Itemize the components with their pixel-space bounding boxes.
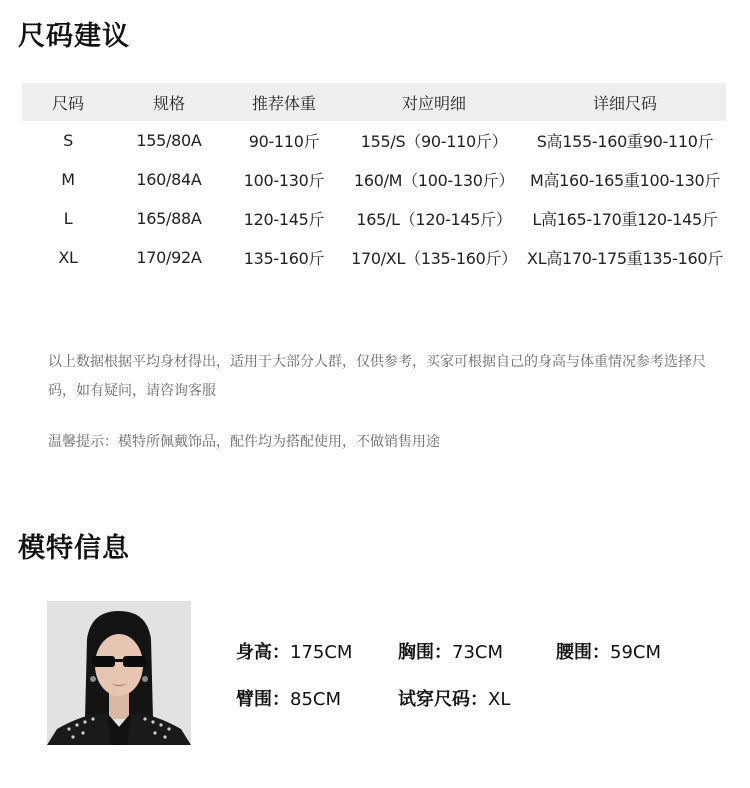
model-height-label: 身高： xyxy=(236,642,290,663)
column-header-size: 尺码 xyxy=(22,83,114,121)
cell-weight: 100-130斤 xyxy=(243,171,325,190)
cell-spec: 170/92A xyxy=(136,248,202,267)
table-row xyxy=(22,121,726,160)
cell-spec: 160/84A xyxy=(136,170,202,189)
cell-detail: 170/XL（135-160斤） xyxy=(351,249,517,268)
cell-size: S xyxy=(63,131,73,150)
cell-weight: 90-110斤 xyxy=(248,132,320,151)
cell-full-size: L高165-170重120-145斤 xyxy=(532,210,718,229)
table-row xyxy=(22,238,726,277)
cell-size: XL xyxy=(58,248,78,267)
model-arm-value: 85CM xyxy=(290,689,342,710)
model-waist xyxy=(556,638,661,664)
model-photo xyxy=(47,601,191,745)
model-height-value: 175CM xyxy=(290,642,353,663)
column-header-weight: 推荐体重 xyxy=(224,83,344,121)
cell-spec: 155/80A xyxy=(136,131,202,150)
cell-full-size: S高155-160重90-110斤 xyxy=(536,132,714,151)
cell-full-size: M高160-165重100-130斤 xyxy=(529,171,721,190)
cell-weight: 135-160斤 xyxy=(243,249,325,268)
cell-detail: 165/L（120-145斤） xyxy=(356,210,512,229)
cell-detail: 160/M（100-130斤） xyxy=(353,171,515,190)
cell-size: M xyxy=(61,170,75,189)
column-header-full-size: 详细尺码 xyxy=(524,83,726,121)
model-waist-value: 59CM xyxy=(610,642,662,663)
size-section-title: 尺码建议 xyxy=(18,21,130,52)
model-arm-label: 臂围： xyxy=(236,689,290,710)
model-chest-value: 73CM xyxy=(452,642,504,663)
column-header-spec: 规格 xyxy=(114,83,224,121)
column-header-detail: 对应明细 xyxy=(344,83,524,121)
model-waist-label: 腰围： xyxy=(556,642,610,663)
cell-spec: 165/88A xyxy=(136,209,202,228)
cell-full-size: XL高170-175重135-160斤 xyxy=(527,249,723,268)
table-row xyxy=(22,199,726,238)
model-section-title: 模特信息 xyxy=(18,533,130,564)
size-disclaimer: 以上数据根据平均身材得出，适用于大部分人群，仅供参考，买家可根据自己的身高与体重情况参考选择尺码，如有疑问，请咨询客服 xyxy=(48,354,706,399)
model-fit-size xyxy=(398,685,510,711)
model-fit-size-label: 试穿尺码： xyxy=(398,689,488,710)
model-chest xyxy=(398,638,503,664)
table-row xyxy=(22,160,726,199)
model-arm xyxy=(236,685,341,711)
model-chest-label: 胸围： xyxy=(398,642,452,663)
size-table xyxy=(22,83,726,277)
model-fit-size-value: XL xyxy=(488,689,511,710)
size-table-header xyxy=(22,83,726,121)
cell-size: L xyxy=(63,209,73,228)
model-height xyxy=(236,638,352,664)
cell-detail: 155/S（90-110斤） xyxy=(360,132,508,151)
cell-weight: 120-145斤 xyxy=(243,210,325,229)
accessory-notice: 温馨提示：模特所佩戴饰品，配件均为搭配使用，不做销售用途 xyxy=(48,434,440,450)
